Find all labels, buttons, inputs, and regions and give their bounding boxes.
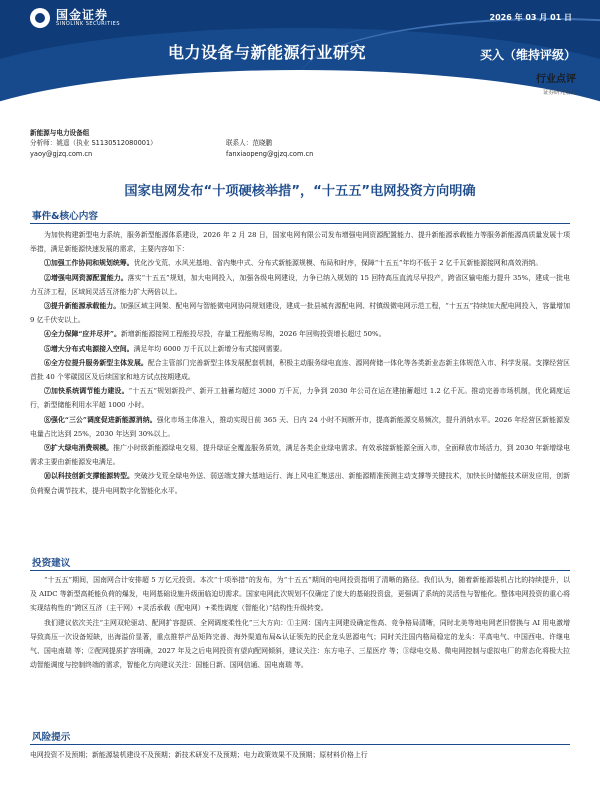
measure-item [30,356,570,384]
document-title: 国家电网发布“十项硬核举措”，“十五五”电网投资方向明确 [124,184,476,199]
section-events-body [30,228,570,498]
measure-lead: ④全力保障“应并尽并”。 [44,330,121,339]
contact-email[interactable]: fanxiaopeng@gjzq.com.cn [226,149,314,158]
section-heading-risk: 风险提示 [32,732,71,743]
measure-item [30,271,570,299]
measure-lead: ①加强工作协同和规划统筹。 [44,259,134,268]
measure-text: 优化沙戈荒、水风光基地、省内集中式、分布式新能源规模、布局和时序，保障“十五五”年均不低于 2 亿千瓦新能源接网和高效消纳。 [133,259,543,268]
section-heading-events: 事件&核心内容 [32,211,98,222]
team-name: 新能源与电力设备组 [30,129,90,137]
logo-en: SINOLINK SECURITIES [56,20,120,27]
measure-lead: ⑨扩大绿电消费规模。 [44,444,114,453]
section-divider [30,223,570,224]
measure-text: 强化市场主体准入，推动实现日前 365 天、日内 24 小时不间断开市，提高新能源交易频次，提升消纳水平。2026 年经营区新能源发电量占比达到 25%，2030 年达到 30%以上。 [30,415,570,438]
report-header [0,0,600,120]
measure-lead: ⑤增大分布式电源接入空间。 [44,344,134,353]
measure-item [30,469,570,497]
report-date: 2026 年 03 月 01 日 [489,13,572,22]
report-type: 行业点评 [536,74,576,85]
intro-paragraph: 为加快构建新型电力系统，服务新型能源体系建设，2026 年 2 月 28 日，国家电网有限公司发布增强电网资源配置能力、提升新能源承载能力等服务新能源高质量发展十项举措，满足新能源快速发展的需求，主要内容如下： [30,231,570,254]
measure-item [30,327,570,341]
section-divider [30,570,570,571]
measure-text: 满足年均 6000 万千瓦以上新增分布式接网需要。 [133,344,287,353]
logo-cn: 国金证券 [56,8,109,23]
section-investment-body [30,573,570,672]
measure-text: 加强区域主网架、配电网与智能微电网协同规划建设，建成一批县城有源配电网、村镇级微电网示范工程，“十五五”持续加大配电网投入，容量增加 9 亿千伏安以上。 [30,302,570,325]
measure-lead: ⑥全方位提升服务新型主体发展。 [44,358,148,367]
measure-lead: ⑧强化“三公”调度促进新能源消纳。 [44,415,157,424]
industry-title: 电力设备与新能源行业研究 [168,43,367,62]
risk-text: 电网投资不及预期；新能源装机建设不及预期；新技术研发不及预期；电力政策效果不及预期；原材料价格上行 [30,751,368,759]
section-divider [30,744,570,745]
measure-text: 配合主管部门完善新型主体发展配套机制，积极主动服务绿电直连、源网荷储一体化等各类新业态新主体规范入市、科学发展。支撑经营区首批 40 个零碳园区及后续国家和地方试点按期建成。 [30,358,571,382]
rating-badge: 买入（维持评级） [479,48,576,62]
author-block [30,128,570,159]
investment-paragraph: “十五五”期间，国南网合计安排超 5 万亿元投资。本次“十项举措”的发布，为“十五五”期间的电网投资指明了清晰的路径。我们认为，随着新能源装机占比的持续提升，以及 AIDC 等新型高耗能负荷的爆发，电网基础设施升级面临迫切需求。国家电网此次规划不仅确定了庞大的基础投资盘，更强调了系统的灵活性与智能化。整体电网投资的重心将实现结构性的“跨区互济（主干网）+灵活承载（配电网）+柔性调度（智能化）”结构性升级转变。 [30,576,570,613]
measure-lead: ②增强电网资源配置能力。 [44,273,128,282]
report-subtype: 证券研究报告 [542,90,576,96]
measure-item [30,441,570,469]
measure-item [30,342,570,356]
company-logo [30,8,120,28]
measure-text: 新增新能源接网工程能投尽投，存量工程能购尽购，2026 年回购投资增长超过 50%。 [120,330,386,339]
measure-lead: ⑦加快系统调节能力建设。 [44,387,129,396]
section-heading-investment: 投资建议 [32,558,71,569]
measure-text: 落实“十五五”规划，加大电网投入，加强各级电网建设，力争已纳入规划的 15 回特高压直流尽早投产，跨省区输电能力提升 35%，建成一批电力互济工程，区域间灵活互济能力扩大两倍以上。 [30,273,570,296]
measure-item [30,256,570,270]
analyst-label: 分析师：姚遥（执业 S1130512080001） [30,139,157,148]
measure-text: “十五五”规划新投产、新开工抽蓄均超过 3000 万千瓦，力争到 2030 年公司在运在建抽蓄超过 1.2 亿千瓦。推动完善市场机制，优化调度运行，新型储能利用水平超 1000 小时。 [30,387,570,410]
measure-lead: ③提升新能源承载能力。 [44,302,121,311]
contact-label: 联系人：范晓鹏 [226,139,273,148]
logo-icon [30,8,50,28]
measure-item [30,384,570,412]
measure-text: 推广小时级新能源绿电交易，提升绿证全覆盖服务质效，满足各类企业绿电需求。有效承接新能源全面入市，全面释放市场活力，到 2030 年新增绿电需求主要由新能源发电满足。 [30,444,571,467]
measure-text: 突破沙戈荒全绿电外送、弱送端支撑大基地运行、海上风电汇集送出、新能源精准预测主动支撑等关键技术，加快长时储能技术研发应用，创新负荷聚合调节技术，提升电网数字化智能化水平。 [30,472,570,495]
measure-item [30,299,570,327]
measure-item [30,413,570,441]
analyst-email[interactable]: yaoy@gjzq.com.cn [30,149,93,158]
investment-paragraph: 我们建议依次关注“主网双轮驱动、配网扩容提质、全网调度柔性化”三大方向：①主网：国内主网建设确定性高、竞争格局清晰，同时北美等地电网老旧替换与 AI 用电激增导致高压一次设备短缺，出海溢价显著，重点推荐产品矩阵完善、海外渠道布局&认证领先的民企龙头思源电气；同时关注国内格局稳定的龙头：平高电气、中国西电、许继电气、国电南瑞 等；②配网提质扩容明确，2027 年及之后电网投资有望向配网倾斜，建议关注：东方电子、三星医疗 等；③绿电交易、微电网控制与虚拟电厂的常态化将极大拉动智能调度与控制终端的需求，智能化方向建议关注：国能日新、国网信通、国电南瑞 等。 [30,618,570,670]
measure-lead: ⑩以科技创新支撑能源转型。 [44,472,134,481]
